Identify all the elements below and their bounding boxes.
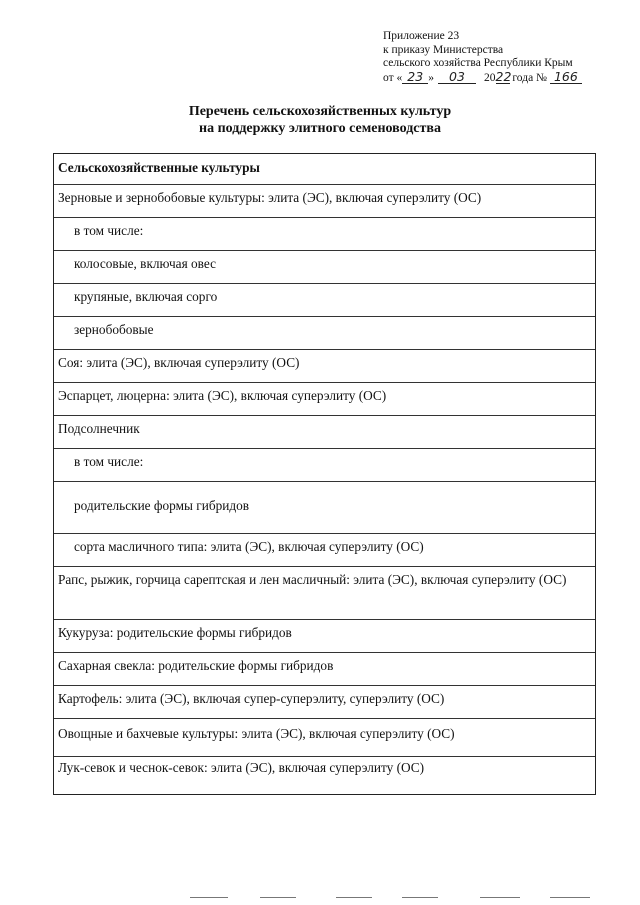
date-mid: »: [428, 71, 434, 84]
footer-dash: [550, 897, 590, 898]
crops-table: [53, 153, 596, 795]
footer-dash: [336, 897, 372, 898]
appendix-block: [383, 30, 582, 85]
table-row: в том числе:: [54, 449, 595, 482]
table-row: сорта масличного типа: элита (ЭС), включая суперэлиту (ОС): [54, 534, 595, 567]
handwritten-day: 23: [402, 71, 428, 84]
appendix-ministry: сельского хозяйства Республики Крым: [383, 57, 573, 70]
table-row: зернобобовые: [54, 317, 595, 350]
table-header: Сельскохозяйственные культуры: [54, 154, 595, 185]
table-row: Эспарцет, люцерна: элита (ЭС), включая суперэлиту (ОС): [54, 383, 595, 416]
footer-dash: [402, 897, 438, 898]
handwritten-month: 03: [438, 71, 476, 84]
document-title: [0, 103, 640, 137]
table-row: Картофель: элита (ЭС), включая супер-суперэлиту, суперэлиту (ОС): [54, 686, 595, 719]
appendix-order-ref: к приказу Министерства: [383, 43, 504, 56]
table-row: Овощные и бахчевые культуры: элита (ЭС), включая суперэлиту (ОС): [54, 719, 595, 757]
table-row: Соя: элита (ЭС), включая суперэлиту (ОС): [54, 350, 595, 383]
footer-dash: [190, 897, 228, 898]
table-row: Лук-севок и чеснок-севок: элита (ЭС), включая суперэлиту (ОС): [54, 757, 595, 795]
year-prefix: 20: [484, 71, 496, 84]
table-row: Зерновые и зернобобовые культуры: элита (ЭС), включая суперэлиту (ОС): [54, 185, 595, 218]
table-row: Кукуруза: родительские формы гибридов: [54, 620, 595, 653]
year-word: года №: [512, 71, 548, 84]
table-row: в том числе:: [54, 218, 595, 251]
table-row: крупяные, включая сорго: [54, 284, 595, 317]
table-row: Рапс, рыжик, горчица сарептская и лен масличный: элита (ЭС), включая суперэлиту (ОС): [54, 567, 595, 620]
handwritten-order-number: 166: [550, 71, 582, 84]
table-row: Подсолнечник: [54, 416, 595, 449]
footer-dash: [480, 897, 520, 898]
footer-marks: [190, 897, 590, 899]
footer-dash: [260, 897, 296, 898]
title-line-1: Перечень сельскохозяйственных культур: [188, 104, 452, 119]
date-prefix: от «: [383, 71, 403, 84]
table-row: колосовые, включая овес: [54, 251, 595, 284]
appendix-title: Приложение 23: [383, 30, 460, 42]
handwritten-year: 22: [495, 68, 512, 84]
title-line-2: на поддержку элитного семеноводства: [199, 121, 441, 136]
table-row: Сахарная свекла: родительские формы гибридов: [54, 653, 595, 686]
appendix-date-line: [383, 68, 582, 86]
table-row: родительские формы гибридов: [54, 482, 595, 534]
